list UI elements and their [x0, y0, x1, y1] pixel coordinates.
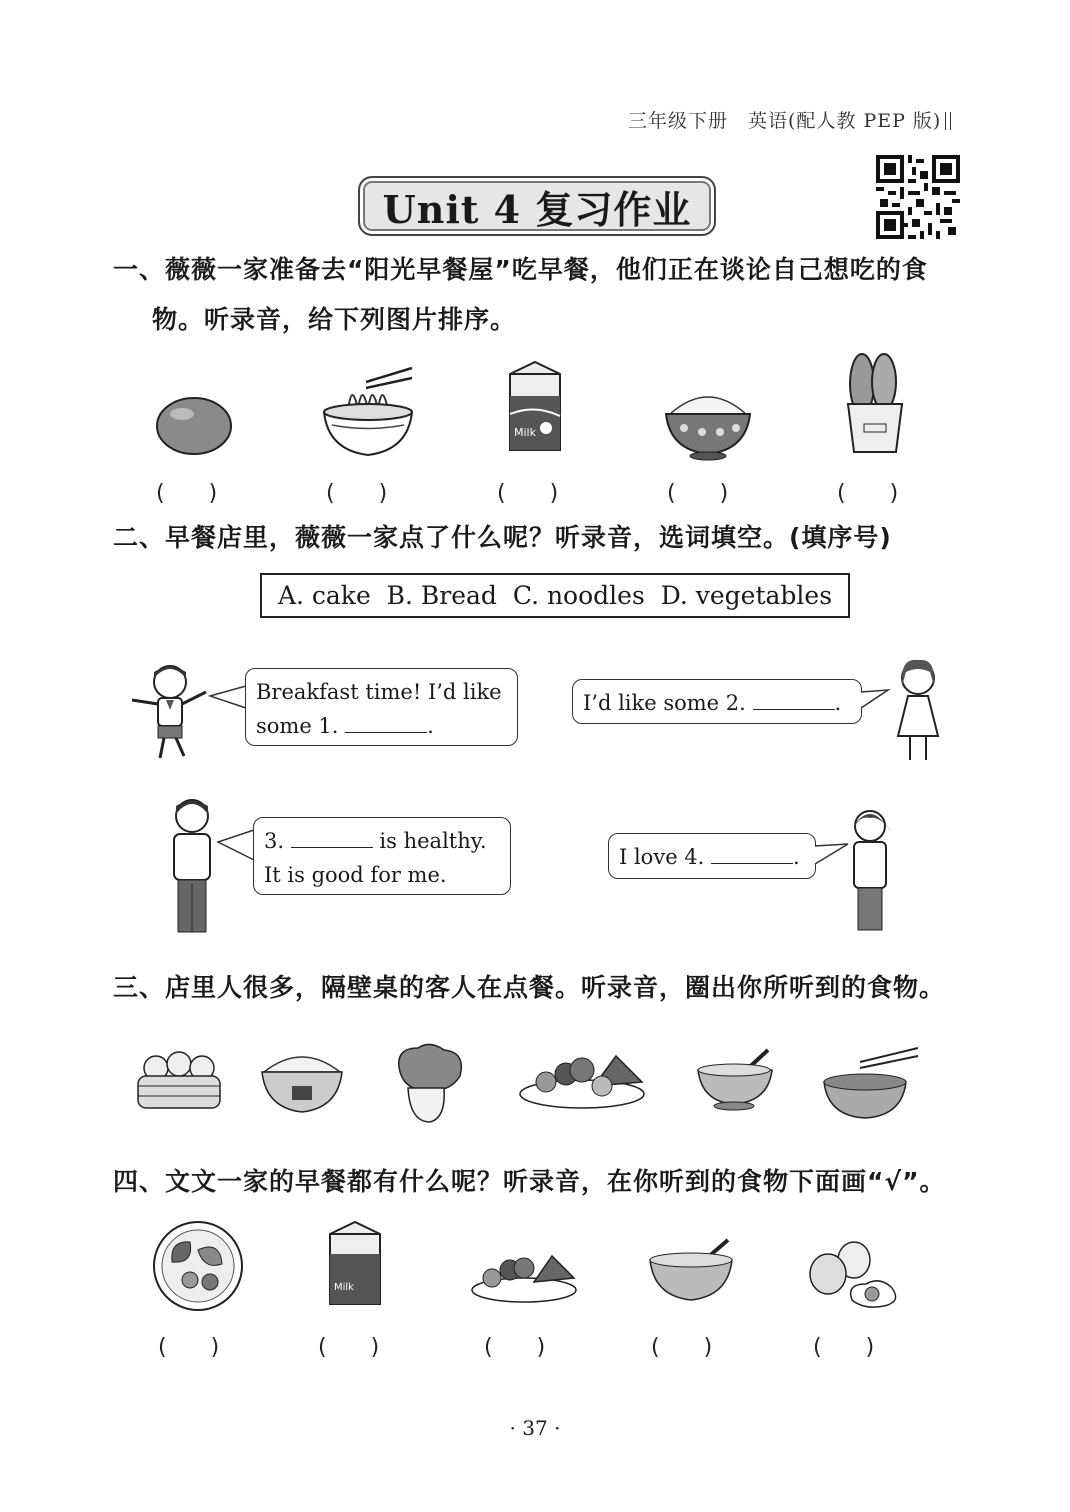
answer-paren-1-1[interactable]: ( ) — [156, 481, 218, 506]
section1-heading-line1: 一、薇薇一家准备去“阳光早餐屋”吃早餐，他们正在谈论自己想吃的食 — [113, 255, 928, 284]
qr-code-icon[interactable] — [876, 155, 960, 239]
bubble-tail-2 — [860, 686, 890, 716]
steamed-buns-icon — [134, 1050, 224, 1112]
header-text: 三年级下册 英语(配人教 PEP 版) — [628, 110, 942, 132]
speech-bubble-1 — [245, 668, 518, 746]
book-header — [628, 106, 951, 133]
page-title: Unit 4 复习作业 — [358, 176, 716, 236]
noodles-bowl-icon — [820, 1044, 920, 1122]
section4-heading: 四、文文一家的早餐都有什么呢？听录音，在你听到的食物下面画“√”。 — [113, 1167, 946, 1196]
header-divider — [945, 112, 951, 130]
noodles-icon — [318, 360, 418, 460]
answer-paren-4-1[interactable]: ( ) — [158, 1335, 220, 1360]
svg-text:Milk: Milk — [334, 1282, 354, 1293]
page-number: · 37 · — [509, 1416, 561, 1440]
option-d: D. vegetables — [660, 581, 833, 610]
answer-paren-1-3[interactable]: ( ) — [497, 481, 559, 506]
boy-character-icon — [128, 660, 210, 764]
vegetables-plate-icon — [150, 1220, 246, 1312]
cabbage-icon — [390, 1042, 470, 1126]
answer-paren-4-5[interactable]: ( ) — [813, 1335, 875, 1360]
option-c: C. noodles — [512, 581, 645, 610]
milk-carton-icon — [324, 1218, 386, 1308]
svg-text:Milk: Milk — [514, 426, 536, 439]
word-bank — [260, 573, 850, 618]
answer-paren-4-3[interactable]: ( ) — [484, 1335, 546, 1360]
fruit-plate-icon — [518, 1046, 646, 1112]
answer-paren-1-4[interactable]: ( ) — [667, 481, 729, 506]
answer-paren-4-4[interactable]: ( ) — [651, 1335, 713, 1360]
option-a: A. cake — [277, 581, 371, 610]
bubble3-line2: It is good for me. — [264, 863, 447, 887]
blank-2[interactable] — [753, 691, 835, 710]
section1-heading-line2: 物。听录音，给下列图片排序。 — [152, 305, 517, 334]
rice-bowl-icon — [258, 1046, 346, 1116]
blank-4[interactable] — [711, 845, 793, 864]
eggs-icon — [806, 1240, 902, 1310]
bubble-tail-3 — [216, 826, 256, 866]
answer-paren-1-2[interactable]: ( ) — [326, 481, 388, 506]
speech-bubble-3: 3. is healthy. It is good for me. — [253, 817, 511, 895]
blank-3[interactable] — [291, 829, 373, 848]
section3-heading: 三、店里人很多，隔壁桌的客人在点餐。听录音，圈出你所听到的食物。 — [113, 973, 946, 1002]
girl-coat-character-icon — [840, 806, 900, 934]
fruit-plate-2-icon — [470, 1246, 578, 1306]
girl-character-icon — [888, 656, 948, 768]
option-b: B. Bread — [386, 581, 497, 610]
boy-sweater-character-icon — [160, 796, 224, 938]
soup-2-icon — [646, 1238, 736, 1308]
answer-paren-4-2[interactable]: ( ) — [318, 1335, 380, 1360]
speech-bubble-2: I’d like some 2. . — [572, 679, 862, 724]
section2-heading: 二、早餐店里，薇薇一家点了什么呢？听录音，选词填空。(填序号) — [113, 523, 892, 552]
bread-icon — [840, 354, 910, 456]
egg-icon — [150, 392, 240, 462]
rice-icon — [662, 380, 754, 460]
speech-bubble-4: I love 4. . — [608, 833, 816, 879]
soup-icon — [694, 1046, 776, 1112]
bubble1-line1: Breakfast time! I’d like — [256, 680, 502, 704]
bubble1-line2: some 1. . — [256, 714, 434, 738]
answer-paren-1-5[interactable]: ( ) — [837, 481, 899, 506]
milk-icon — [500, 356, 570, 456]
blank-1[interactable] — [345, 714, 427, 733]
